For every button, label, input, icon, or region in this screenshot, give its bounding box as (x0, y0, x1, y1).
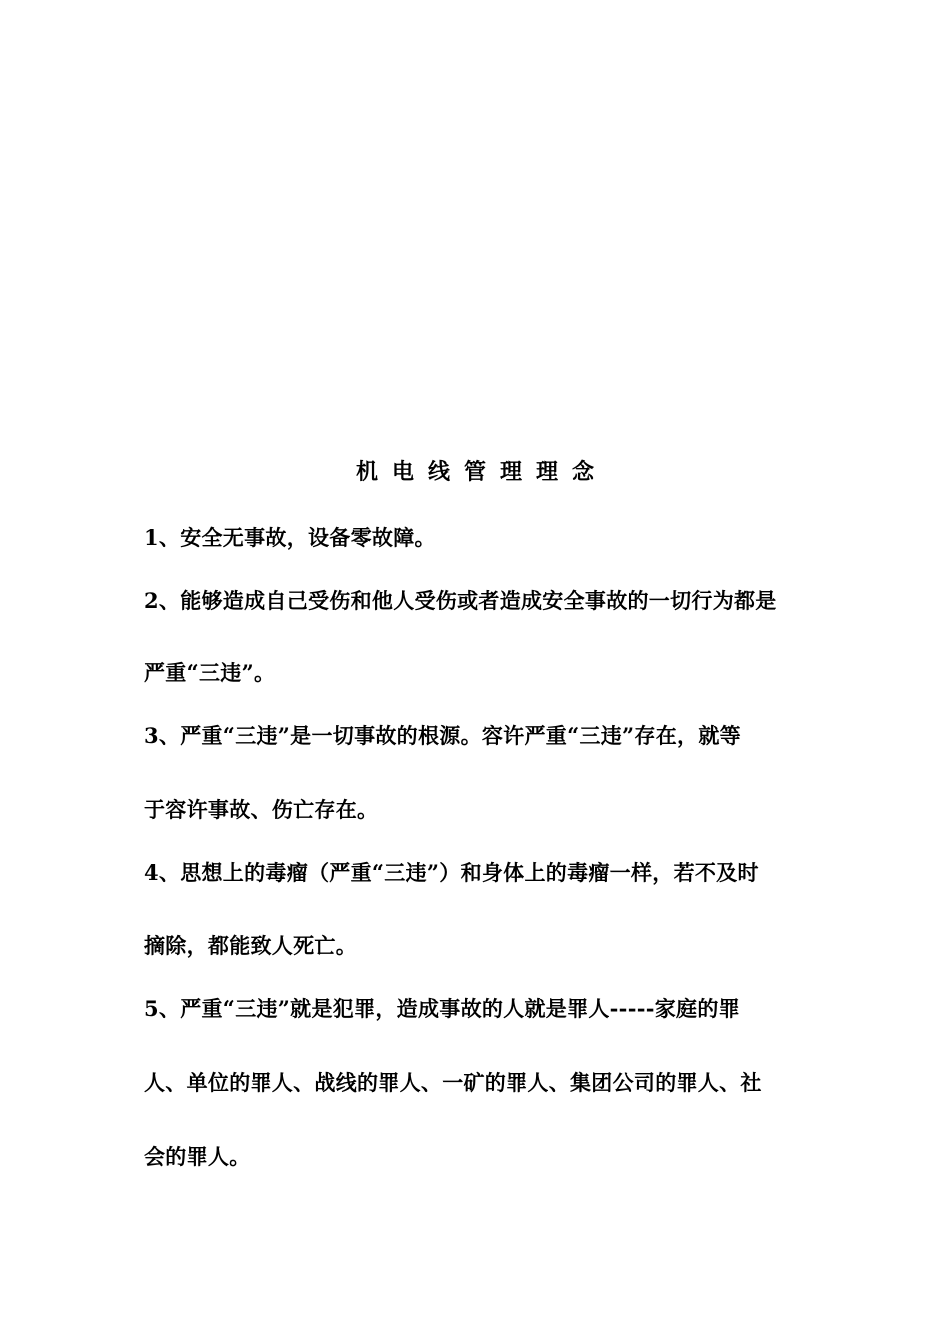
item-4-line-1: 4、思想上的毒瘤（严重“三违”）和身体上的毒瘤一样，若不及时 (144, 860, 759, 885)
document-title: 机电线管理理念 (355, 459, 608, 485)
item-3-line-1: 3、严重“三违”是一切事故的根源。容许严重“三违”存在，就等 (144, 723, 741, 748)
item-5-line-2: 人、单位的罪人、战线的罪人、一矿的罪人、集团公司的罪人、社 (144, 1070, 762, 1095)
item-1-line-1: 1、安全无事故，设备零故障。 (144, 525, 436, 550)
item-3-line-2: 于容许事故、伤亡存在。 (144, 797, 379, 822)
item-5-line-3: 会的罪人。 (144, 1144, 251, 1169)
item-2-line-2: 严重“三违”。 (144, 660, 276, 685)
item-4-line-2: 摘除，都能致人死亡。 (144, 933, 357, 958)
item-2-line-1: 2、能够造成自己受伤和他人受伤或者造成安全事故的一切行为都是 (144, 588, 777, 613)
item-5-line-1: 5、严重“三违”就是犯罪，造成事故的人就是罪人-----家庭的罪 (144, 996, 740, 1021)
